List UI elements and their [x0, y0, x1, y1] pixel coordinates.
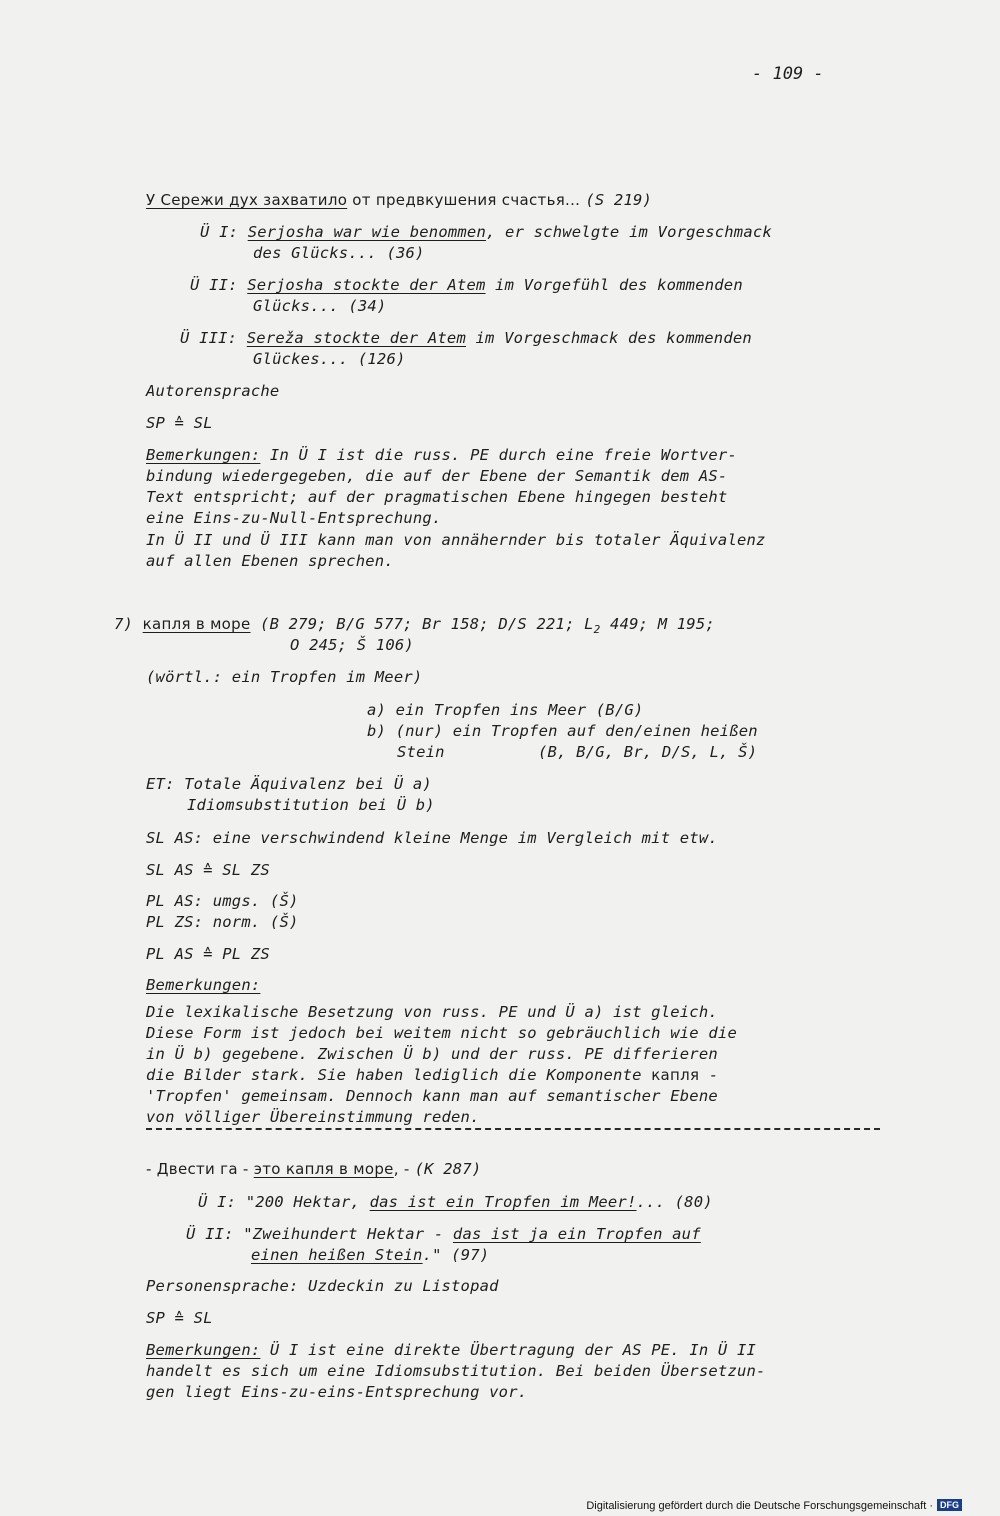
- remarks-line: in Ü b) gegebene. Zwischen Ü b) und der russ. PE differieren: [146, 1045, 718, 1063]
- entry-refs-cont: 449; M 195;: [600, 615, 715, 633]
- translation-rest: , er schwelgte im Vorgeschmack: [485, 223, 772, 241]
- translation-label: Ü II:: [186, 1225, 234, 1243]
- pragmatic-level-as: PL AS: umgs. (Š): [146, 892, 299, 910]
- russian-quote-ref: (K 287): [414, 1160, 482, 1178]
- equivalence-type: ET: Totale Äquivalenz bei Ü a): [146, 775, 432, 793]
- remarks-label: Bemerkungen:: [146, 1341, 261, 1359]
- entry-heading: [114, 614, 715, 640]
- translation-end: ... (80): [636, 1193, 713, 1211]
- remarks-line: von völliger Übereinstimmung reden.: [146, 1108, 480, 1126]
- russian-idiom-underlined: это капля в море: [253, 1160, 394, 1178]
- translation-rest: im Vorgefühl des kommenden: [485, 276, 743, 294]
- translation-underlined: Serjosha stockte der Atem: [247, 276, 486, 294]
- remarks-line: [146, 1340, 756, 1361]
- footer-credit: [586, 1499, 962, 1512]
- russian-quote-start: - Двести га -: [146, 1160, 254, 1178]
- russian-quote-1: [146, 190, 652, 211]
- entry-idiom: капля в море: [142, 615, 251, 633]
- translation-underlined: einen heißen Stein: [251, 1246, 423, 1264]
- remarks-line: handelt es sich um eine Idiomsubstitution. Bei beiden Übersetzun-: [146, 1362, 766, 1380]
- remarks-line: [146, 1065, 718, 1086]
- remarks-line: gen liegt Eins-zu-eins-Entsprechung vor.: [146, 1383, 528, 1401]
- remarks-line: Die lexikalische Besetzung von russ. PE und Ü a) ist gleich.: [146, 1003, 718, 1021]
- speaker-type: Autorensprache: [146, 382, 280, 400]
- remarks-line: Diese Form ist jedoch bei weitem nicht so gebräuchlich wie die: [146, 1024, 737, 1042]
- remarks-line: [146, 445, 737, 466]
- pragmatic-level-eq: PL AS ≙ PL ZS: [146, 945, 270, 963]
- translation-label: Ü II:: [190, 276, 238, 294]
- remarks-text: In Ü I ist die russ. PE durch eine freie Wortver-: [260, 446, 737, 464]
- russian-quote-2: [146, 1159, 481, 1180]
- equivalent-b: b) (nur) ein Tropfen auf den/einen heißen: [367, 722, 758, 740]
- translation-label: Ü I:: [200, 223, 239, 241]
- translation-underlined: Sereža stockte der Atem: [246, 329, 466, 347]
- translation-underlined: das ist ja ein Tropfen auf: [452, 1225, 701, 1243]
- entry-refs-line2: O 245; Š 106): [290, 636, 414, 654]
- footer-text: Digitalisierung gefördert durch die Deutsche Forschungsgemeinschaft ·: [586, 1500, 933, 1512]
- translation-start: "200 Hektar,: [245, 1193, 370, 1211]
- equivalent-b-word: Stein: [397, 743, 445, 761]
- page-number: - 109 -: [752, 64, 824, 84]
- speaker-type: Personensprache: Uzdeckin zu Listopad: [146, 1277, 499, 1295]
- equivalence-type-2: Idiomsubstitution bei Ü b): [187, 796, 435, 814]
- remarks-line-text: die Bilder stark. Sie haben lediglich die Komponente: [146, 1066, 652, 1084]
- entry-refs-subscript: 2: [593, 623, 601, 636]
- equivalent-a: a) ein Tropfen ins Meer (B/G): [367, 701, 644, 719]
- translation-rest: im Vorgeschmack des kommenden: [465, 329, 752, 347]
- translation-underlined: das ist ein Tropfen im Meer!: [369, 1193, 637, 1211]
- translation-3-line1: [180, 328, 752, 349]
- dashed-separator: [146, 1128, 880, 1130]
- translation-b2-1: [198, 1192, 713, 1213]
- translation-1-line1: [200, 222, 772, 243]
- literal-translation: (wörtl.: ein Tropfen im Meer): [146, 668, 423, 686]
- russian-idiom-underlined: У Сережи дух захватило: [146, 191, 348, 209]
- remarks-line-end: -: [699, 1066, 719, 1084]
- russian-quote-ref: (S 219): [585, 191, 653, 209]
- translation-b2-2-line2: [251, 1245, 489, 1266]
- translation-end: ." (97): [422, 1246, 490, 1264]
- remarks-cyrillic-word: капля: [651, 1066, 700, 1084]
- remarks-line: eine Eins-zu-Null-Entsprechung.: [146, 509, 442, 527]
- russian-quote-end: , -: [393, 1160, 415, 1178]
- translation-underlined: Serjosha war wie benommen: [247, 223, 486, 241]
- remarks-line: bindung wiedergegeben, die auf der Ebene der Semantik dem AS-: [146, 467, 728, 485]
- pragmatic-level-zs: PL ZS: norm. (Š): [146, 913, 299, 931]
- translation-3-line2: Glückes... (126): [253, 350, 406, 368]
- remarks-label: Bemerkungen:: [146, 446, 261, 464]
- entry-number: 7): [114, 615, 134, 633]
- remarks-text: Ü I ist eine direkte Übertragung der AS PE. In Ü II: [260, 1341, 757, 1359]
- translation-start: "Zweihundert Hektar -: [243, 1225, 453, 1243]
- stylistic-level: SP ≙ SL: [146, 414, 213, 432]
- translation-label: Ü I:: [198, 1193, 237, 1211]
- stylistic-level: SP ≙ SL: [146, 1309, 213, 1327]
- semantic-level-as: SL AS: eine verschwindend kleine Menge im Vergleich mit etw.: [146, 829, 718, 847]
- dfg-logo: DFG: [937, 1499, 962, 1511]
- russian-quote-rest: от предвкушения счастья...: [347, 191, 586, 209]
- translation-2-line2: Glücks... (34): [253, 297, 387, 315]
- semantic-level-eq: SL AS ≙ SL ZS: [146, 861, 270, 879]
- remarks-label: [146, 975, 260, 996]
- equivalent-b-refs: (B, B/G, Br, D/S, L, Š): [538, 743, 758, 761]
- remarks-line: Text entspricht; auf der pragmatischen Ebene hingegen besteht: [146, 488, 728, 506]
- translation-label: Ü III:: [180, 329, 238, 347]
- remarks-line: 'Tropfen' gemeinsam. Dennoch kann man auf semantischer Ebene: [146, 1087, 718, 1105]
- translation-b2-2-line1: [186, 1224, 701, 1245]
- remarks-label-text: Bemerkungen:: [146, 976, 261, 994]
- translation-2-line1: [190, 275, 743, 296]
- remarks-line: In Ü II und Ü III kann man von annähernder bis totaler Äquivalenz: [146, 531, 766, 549]
- remarks-line: auf allen Ebenen sprechen.: [146, 552, 394, 570]
- entry-refs: (B 279; B/G 577; Br 158; D/S 221; L: [250, 615, 594, 633]
- translation-1-line2: des Glücks... (36): [253, 244, 425, 262]
